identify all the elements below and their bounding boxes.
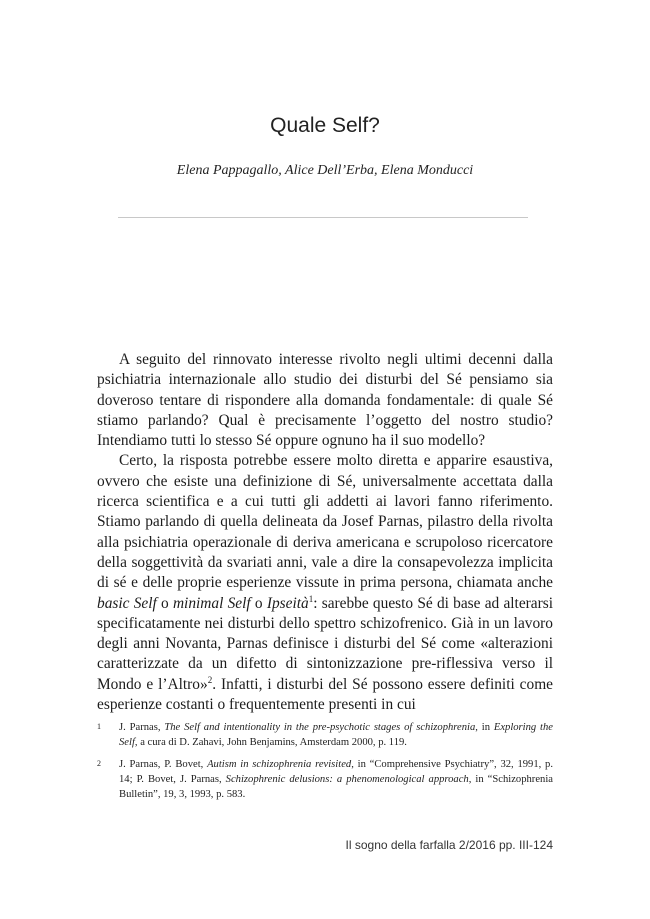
footnote-text: J. Parnas, P. Bovet, xyxy=(119,758,208,770)
footnote-2 xyxy=(97,757,553,803)
footnote-ref-2: 2 xyxy=(207,674,213,685)
footnote-text: , a cura di D. Zahavi, John Benjamins, Amsterdam 2000, p. 119. xyxy=(134,737,407,749)
footnote-ref-1: 1 xyxy=(308,593,314,604)
footnote-mark: 1 xyxy=(97,722,101,731)
paragraph-2-text-a: Certo, la risposta potrebbe essere molto diretta e apparire esaustiva, ovvero che esiste una definizione di Sé, universalmente accettata dalla ricerca scientifica e a cui tutti gli addetti ai lavori fanno riferimento. Stiamo parlando di quella delineata da Josef Parnas, pilastro della rivolta alla psichiatria operazionale di deriva americana e scrupoloso ricercatore della soggettività da svariati anni, vale a dire la consapevolezza implicita di sé e delle proprie esperienze vissute in prima persona, chiamata anche xyxy=(97,452,553,592)
term-minimal-self: minimal Self xyxy=(172,594,251,612)
header-divider xyxy=(118,217,528,218)
article-title: Quale Self? xyxy=(270,114,380,137)
footnote-1 xyxy=(97,720,553,751)
term-ipseita: Ipseità xyxy=(266,594,309,612)
footnote-mark: 2 xyxy=(97,758,101,768)
paragraph-2-text-b: : sarebbe questo Sé di base ad alterarsi specificatamente nei disturbi dello spettro schizofrenico. Già in un lavoro degli anni Novanta, Parnas definisce i disturbi del Sé come «alterazioni caratterizzate da un difetto di sintonizzazione pre-riflessiva verso il Mondo e l’Altro» xyxy=(97,594,554,693)
paragraph-2-text-c: . Infatti, i disturbi del Sé possono essere definiti come esperienze costanti o frequentemente presenti in cui xyxy=(97,675,553,714)
article-body xyxy=(97,350,553,715)
footnote-book: Schizophrenic delusions: a phenomenological approach xyxy=(225,773,469,785)
conjunction: o xyxy=(156,594,173,612)
footnote-title: The Self and intentionality in the pre-psychotic stages of schizophrenia xyxy=(164,722,476,733)
footnote-text: J. Parnas, xyxy=(119,722,165,733)
footnote-text: , in “Comprehensive Psychiatry”, 32, 1991, p. 14; P. Bovet, J. Parnas, xyxy=(119,758,554,785)
footnotes xyxy=(97,720,553,808)
paragraph-1: A seguito del rinnovato interesse rivolto negli ultimi decenni dalla psichiatria internazionale allo studio dei disturbi del Sé pensiamo sia doveroso tentare di rispondere alla domanda fondamentale: di quale Sé stiamo parlando? Qual è precisamente l’oggetto del nostro studio? Intendiamo tutti lo stesso Sé oppure ognuno ha il suo modello? xyxy=(97,351,553,450)
footnote-title: Autism in schizophrenia revisited xyxy=(207,758,352,770)
article-authors: Elena Pappagallo, Alice Dell’Erba, Elena Monducci xyxy=(176,163,474,178)
footnote-book: Exploring the Self xyxy=(119,722,553,749)
term-basic-self: basic Self xyxy=(97,594,157,612)
running-footer: Il sogno della farfalla 2/2016 pp. III-124 xyxy=(345,838,553,852)
paragraph-2 xyxy=(97,451,553,715)
footnote-text: , in “Schizophrenia Bulletin”, 19, 3, 1993, p. 583. xyxy=(119,773,553,801)
footnote-text: , in xyxy=(475,722,494,733)
conjunction: o xyxy=(250,594,267,612)
